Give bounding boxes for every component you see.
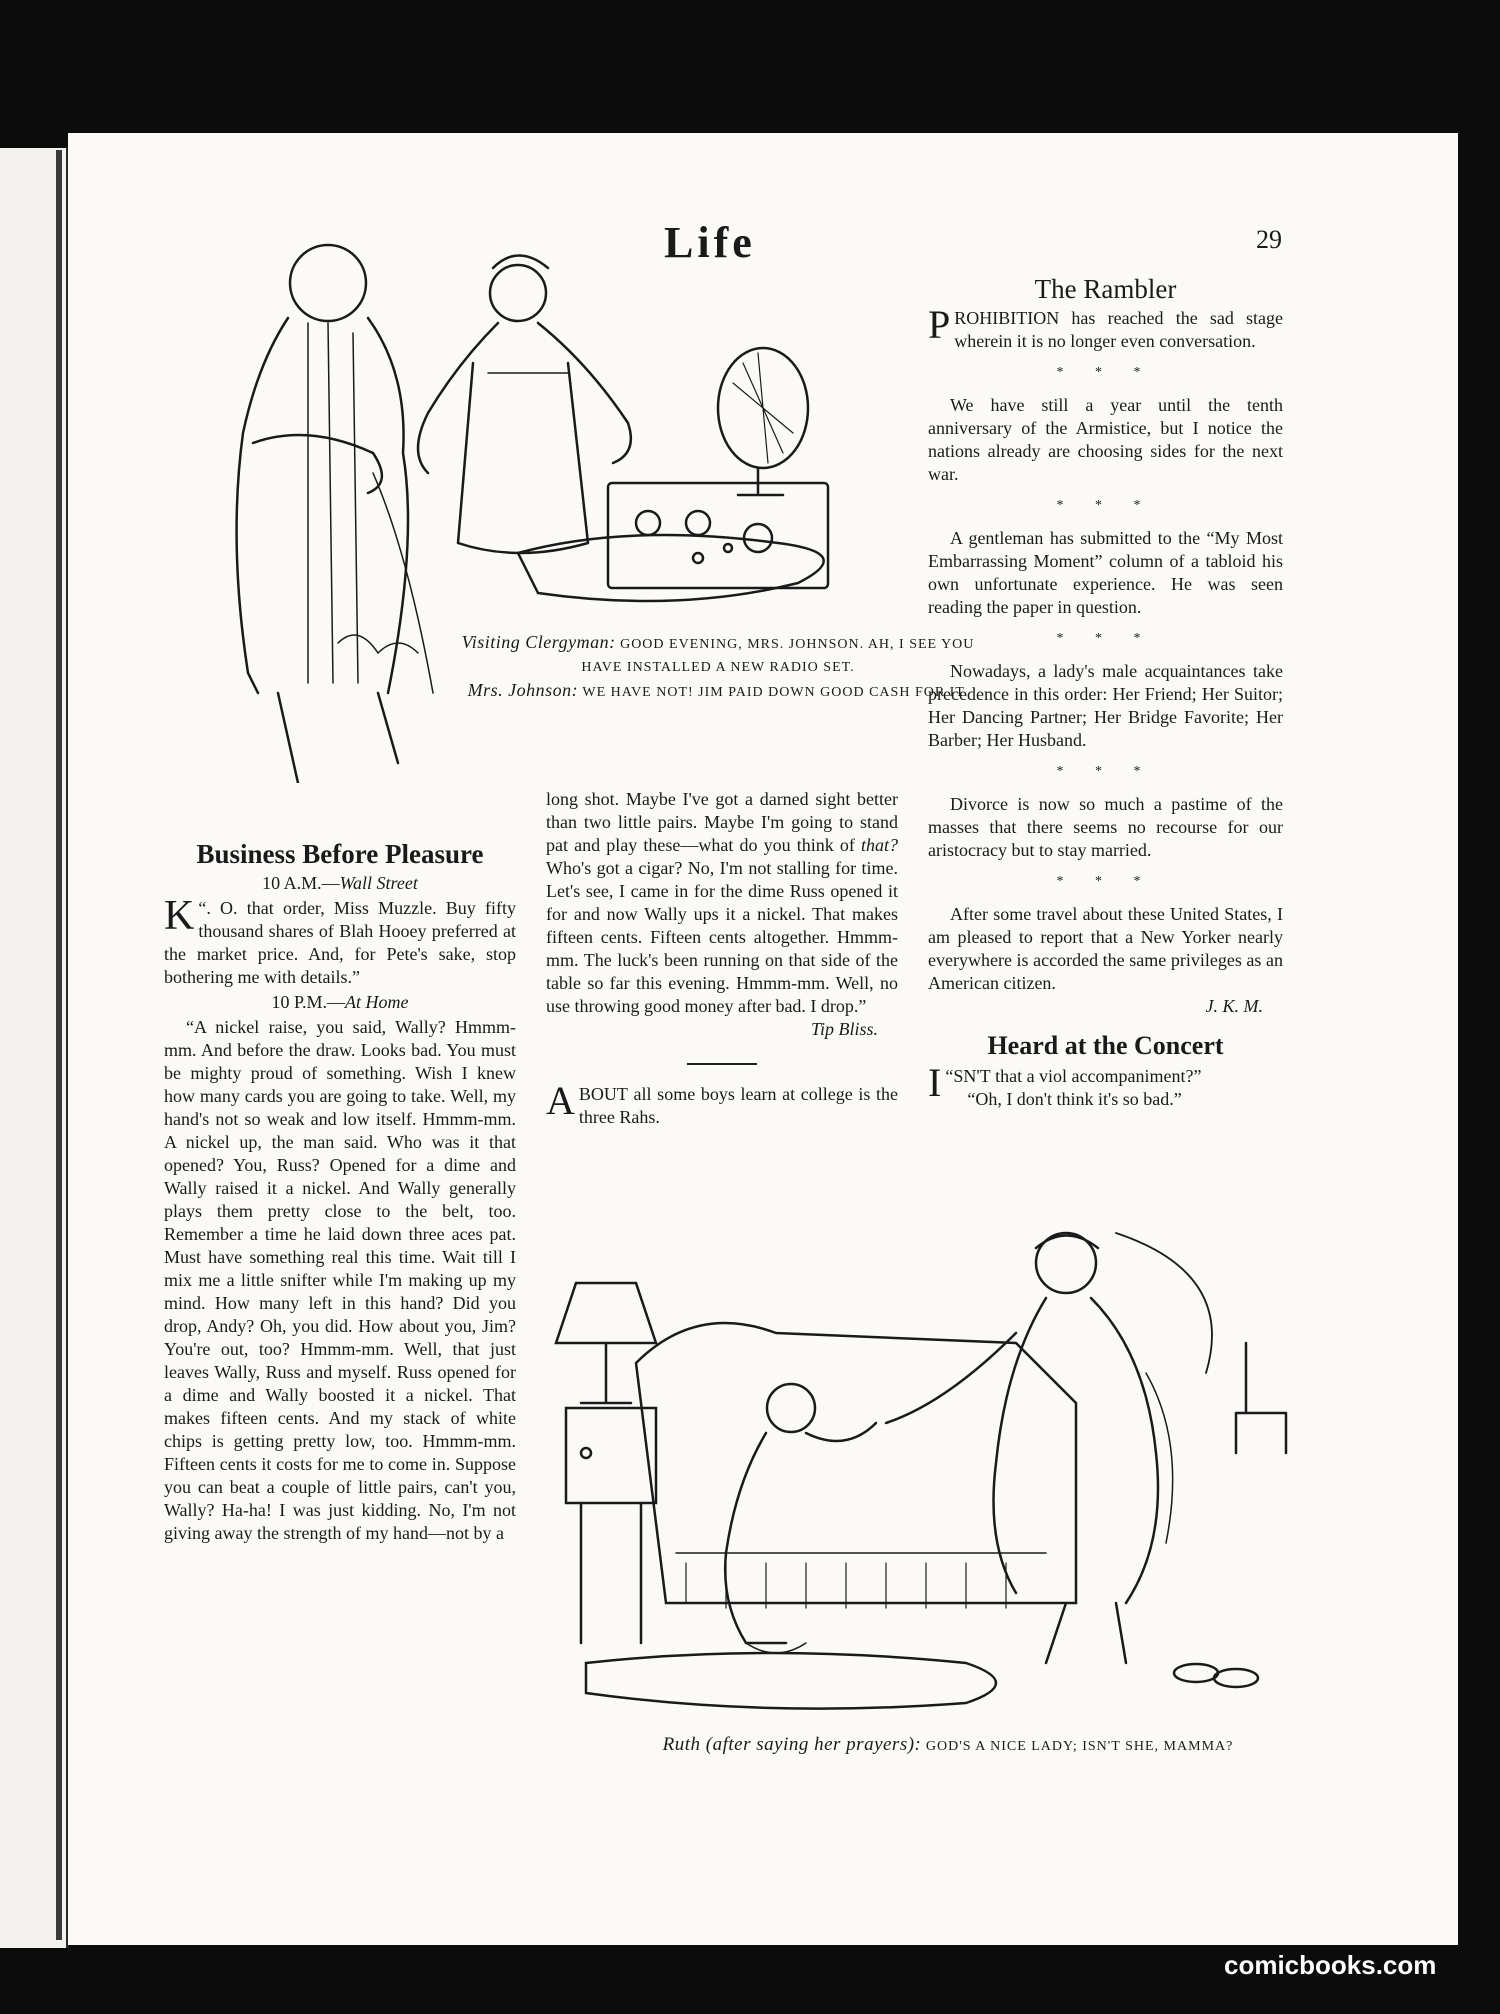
rambler-signature: J. K. M.	[1205, 996, 1263, 1016]
subhead-place: Wall Street	[339, 873, 418, 893]
drop-cap-i: I	[928, 1060, 942, 1105]
concert-line-2: “Oh, I don't think it's so bad.”	[967, 1089, 1182, 1109]
concert-title: Heard at the Concert	[987, 1031, 1224, 1060]
rambler-item-2: We have still a year until the tenth anniversary of the Armistice, but I notice the nations already are choosing sides for the next war.	[928, 395, 1283, 484]
rambler-item-1	[928, 302, 1283, 353]
star-divider: * * *	[1056, 764, 1155, 779]
masthead: Life	[664, 218, 756, 267]
rambler-item-6: After some travel about these United States, I am pleased to report that a New Yorker nearly everywhere is accorded the same privileges as an American citizen.	[928, 904, 1283, 993]
paragraph-3-italic: that?	[860, 835, 898, 855]
drop-cap-k: K	[164, 893, 195, 939]
subhead-time: 10 A.M.—	[262, 873, 340, 893]
star-divider: * * *	[1056, 365, 1155, 380]
caption-line-ruth: GOD'S A NICE LADY; ISN'T SHE, MAMMA?	[925, 1739, 1234, 1754]
column-middle	[546, 788, 898, 1129]
paragraph-3-text: long shot. Maybe I've got a darned sight better than two little pairs. Maybe I'm going to stand pat and play these—what do you think of	[546, 789, 898, 855]
story-subhead-evening	[164, 991, 516, 1014]
star-divider: * * *	[1056, 498, 1155, 513]
caption-speaker-johnson: Mrs. Johnson:	[467, 680, 579, 700]
caption-line-clergyman: GOOD EVENING, MRS. JOHNSON. AH, I SEE YOU HAVE INSTALLED A NEW RADIO SET.	[581, 637, 975, 675]
prayer-bedroom-illustration	[546, 1223, 1366, 1723]
star-divider: * * *	[1056, 874, 1155, 889]
open-quote: “	[198, 898, 207, 918]
joke-caps: BOUT	[578, 1084, 628, 1104]
joke-text: all some boys learn at college is the three Rahs.	[578, 1084, 899, 1127]
section-divider	[687, 1063, 757, 1065]
story-subhead-morning	[164, 872, 516, 895]
paragraph-3-end: Who's got a cigar? No, I'm not stalling for time. Let's see, I came in for the dime Russ opened it for and now Wally ups it a nickel. That makes fifteen cents. Fifteen cents altogether. Hmmm-mm. The luck's been running on that side of the table so far this evening. Hmmm-mm. Well, no use throwing good money after bad. I drop.”	[546, 858, 898, 1016]
subhead-time: 10 P.M.—	[271, 992, 346, 1012]
column-left	[164, 839, 516, 1545]
subhead-place: At Home	[345, 992, 409, 1012]
paragraph-1-text: . O. that order, Miss Muzzle. Buy fifty thousand shares of Blah Hooey preferred at the market price. And, for Pete's sake, stop bothering me with details.”	[164, 898, 516, 987]
caption-speaker-clergyman: Visiting Clergyman:	[461, 632, 616, 652]
rambler-item-caps: ROHIBITION	[954, 308, 1060, 328]
caption-line-johnson: WE HAVE NOT! JIM PAID DOWN GOOD CASH FOR IT.	[582, 685, 969, 700]
caption-speaker-ruth: Ruth (after saying her prayers):	[662, 1734, 922, 1755]
rambler-item-4: Nowadays, a lady's male acquaintances take precedence in this order: Her Friend; Her Suitor; Her Dancing Partner; Her Bridge Favorite; Her Barber; Her Husband.	[928, 661, 1283, 750]
rambler-item-text: has reached the sad stage wherein it is no longer even conversation.	[954, 308, 1283, 351]
drop-cap-a: A	[546, 1078, 575, 1123]
story-paragraph-2: “A nickel raise, you said, Wally? Hmmm-mm. And before the draw. Looks bad. You must be mighty proud of something. Wish I knew how many cards you are going to take. Well, my hand's not so weak and low itself. Hmmm-mm. A nickel up, the man said. Who was it that opened? You, Russ? Opened for a dime and Wally raised it a nickel. And Wally generally plays them pretty close to the belt, too. Remember a time he laid down three aces pat. Must have something real this time. Wait till I mix me a little snifter while I'm making up my mind. How many left in this hand? Did you drop, Andy? Oh, you did. How about you, Jim? You're out, too? Hmmm-mm. Well, that just leaves Wally, Russ and myself. Russ opened for a dime and Wally boosted it a nickel. That makes fifteen cents. And my stack of white chips is getting pretty low, too. Hmmm-mm. Fifteen cents it costs for me to come in. Suppose you can beat a couple of little pairs, can't you, Wally? Ha-ha! I was just kidding. No, I'm not giving away the strength of my hand—not by a	[164, 1017, 516, 1543]
concert-caps: SN'T	[953, 1066, 991, 1086]
drop-cap-p: P	[928, 302, 951, 347]
story-signature: Tip Bliss.	[810, 1019, 878, 1039]
star-divider: * * *	[1056, 631, 1155, 646]
rambler-title: The Rambler	[1034, 274, 1177, 304]
story-paragraph-3	[546, 788, 898, 1018]
story-paragraph-1	[164, 893, 516, 989]
story-title: Business Before Pleasure	[196, 839, 484, 869]
book-spine	[56, 150, 62, 1940]
rambler-item-3: A gentleman has submitted to the “My Most Embarrassing Moment” column of a tabloid his own unfortunate experience. He was seen reading the paper in question.	[928, 528, 1283, 617]
bottom-cartoon-caption	[548, 1733, 1348, 1758]
rambler-item-5: Divorce is now so much a pastime of the masses that there seems no recourse for our aristocracy but to stay married.	[928, 794, 1283, 860]
magazine-page	[68, 133, 1458, 1945]
top-cartoon-caption	[458, 631, 978, 704]
site-watermark: comicbooks.com	[1224, 1950, 1437, 1980]
open-quote: “	[945, 1066, 954, 1086]
college-joke	[546, 1078, 899, 1129]
concert-line-1-text: that a viol accompaniment?”	[995, 1066, 1202, 1086]
page-number: 29	[1256, 225, 1282, 254]
column-right	[928, 274, 1283, 1111]
